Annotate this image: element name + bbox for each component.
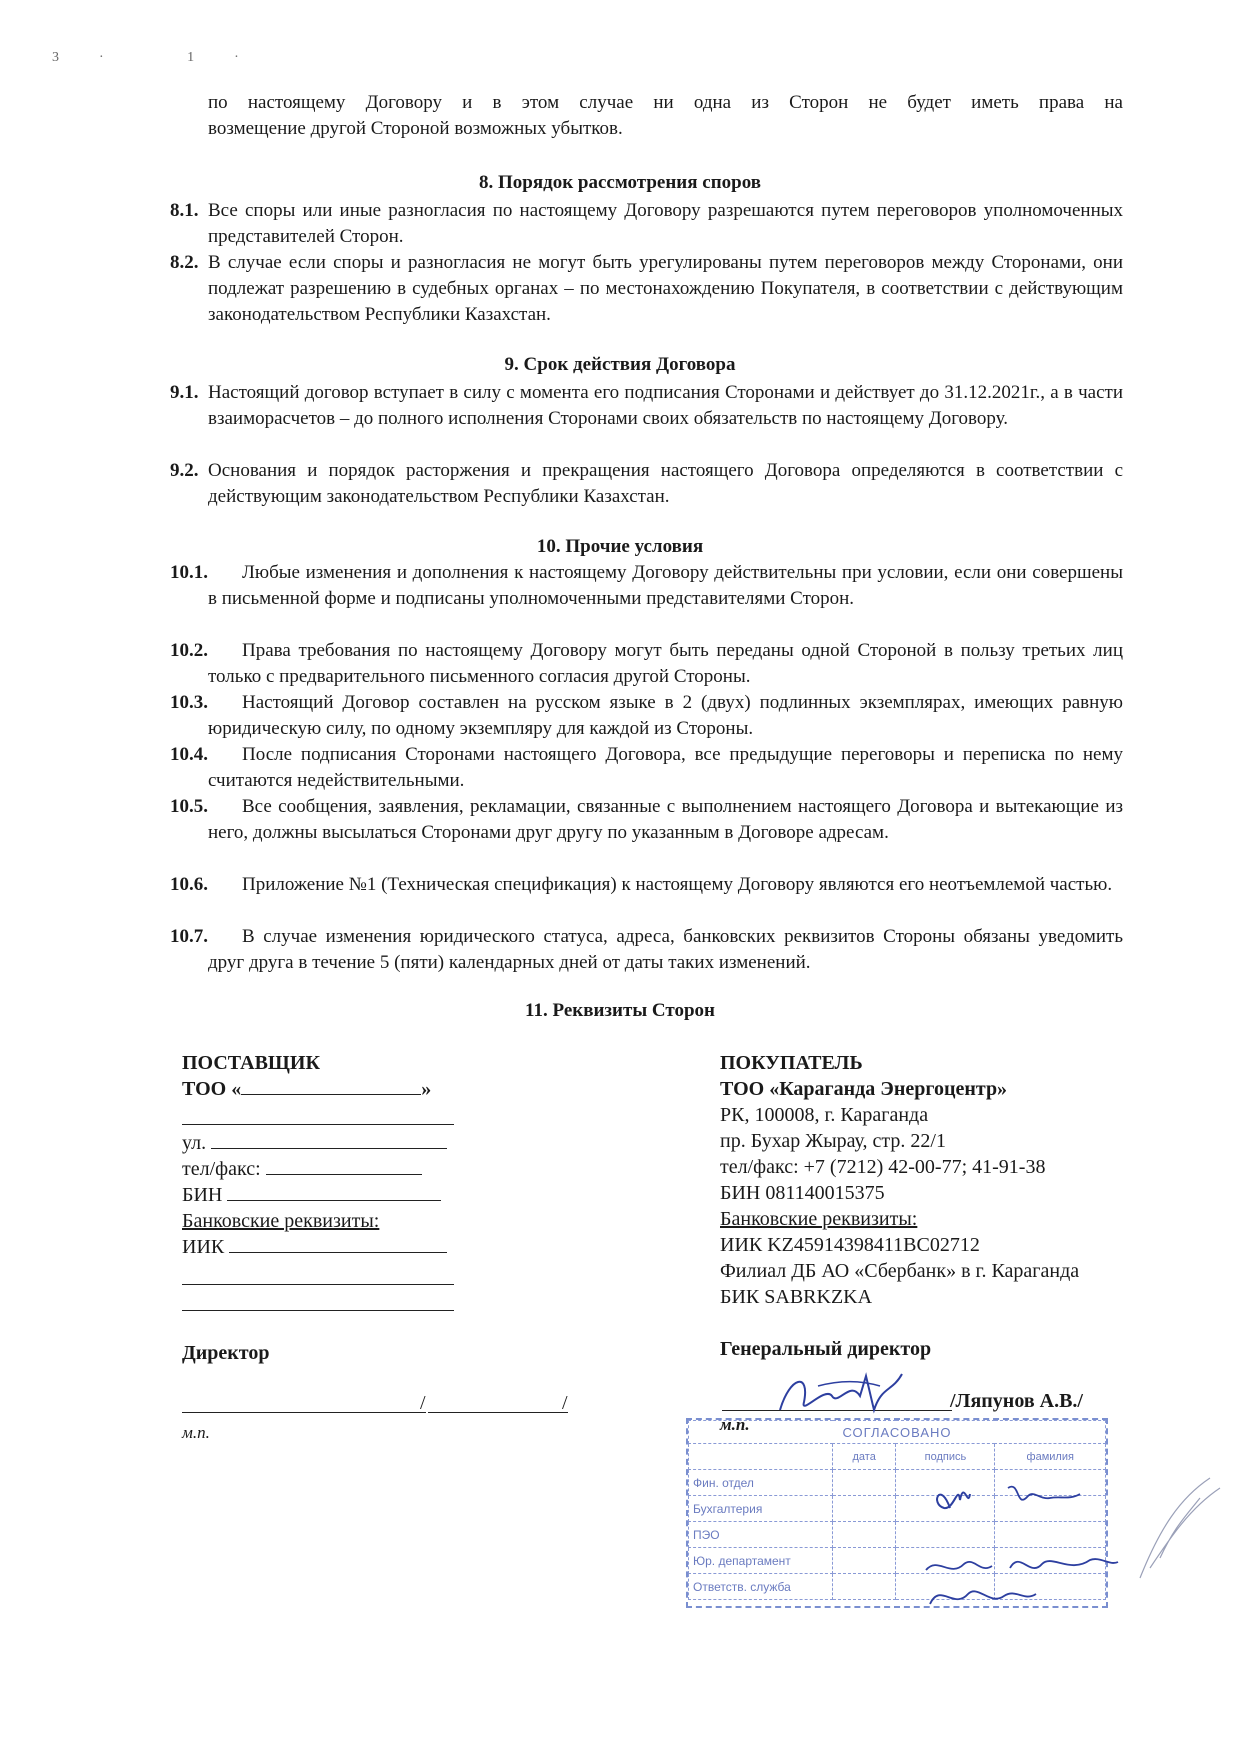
intro-line-1: по настоящему Договору и в этом случае ни одна из Сторон не будет иметь права на	[208, 92, 1123, 113]
supplier-name-slash: /	[562, 1392, 568, 1414]
stamp-cell	[833, 1548, 896, 1574]
clause-text: Основания и порядок расторжения и прекращения настоящего Договора определяются в соответствии с действующим законодательством Республики Казахстан.	[208, 460, 1123, 507]
buyer-bik: БИК SABRKZKA	[720, 1286, 873, 1308]
buyer-branch: Филиал ДБ АО «Сбербанк» в г. Караганда	[720, 1260, 1080, 1282]
supplier-position: Директор	[182, 1342, 270, 1364]
intro-line-2: возмещение другой Стороной возможных убытков.	[208, 118, 623, 139]
supplier-iik-row	[182, 1234, 482, 1260]
supplier-blank-line	[182, 1284, 454, 1285]
clause-text: Права требования по настоящему Договору могут быть переданы одной Стороной в пользу третьих лиц только с предварительного письменного согласия другой Стороны.	[208, 640, 1123, 687]
clause-text: В случае изменения юридического статуса, адреса, банковских реквизитов Стороны обязаны уведомить друг друга в течение 5 (пяти) календарных дней от даты таких изменений.	[208, 926, 1123, 973]
clause-number: 10.3.	[170, 692, 208, 713]
clause-10-2	[170, 638, 1123, 690]
clause-text: Все сообщения, заявления, рекламации, связанные с выполнением настоящего Договора и вытекающие из него, должны высылаться Сторонами друг другу по указанным в Договоре адресам.	[208, 796, 1123, 843]
supplier-bin-row	[182, 1182, 482, 1208]
supplier-seal-mark: м.п.	[182, 1423, 210, 1442]
clause-8-2	[170, 250, 1123, 328]
supplier-too-prefix: ТОО «	[182, 1078, 242, 1100]
director-signature	[770, 1366, 930, 1422]
supplier-bin-label: БИН	[182, 1184, 223, 1206]
buyer-block	[720, 1050, 1140, 1310]
buyer-bin: БИН 081140015375	[720, 1182, 885, 1204]
clause-9-1	[170, 380, 1123, 432]
section-11-title: 11. Реквизиты Сторон	[525, 1000, 715, 1021]
supplier-signature-slash: /	[420, 1392, 426, 1414]
clause-text: В случае если споры и разногласия не могут быть урегулированы путем переговоров между Сторонами, они подлежат разрешению в судебных органах – по местонахождению Покупателя, в соответствии с действующим законодательством Республики Казахстан.	[208, 252, 1123, 325]
clause-number: 10.6.	[170, 874, 208, 895]
supplier-details	[182, 1130, 482, 1260]
supplier-phone-row	[182, 1156, 482, 1182]
stamp-row-finance: Фин. отдел	[689, 1470, 833, 1496]
clause-text: Приложение №1 (Техническая спецификация) к настоящему Договору являются его неотъемлемой частью.	[242, 874, 1113, 895]
supplier-street-label: ул.	[182, 1132, 207, 1154]
supplier-name-blank	[241, 1076, 421, 1095]
clause-number: 8.1.	[170, 200, 199, 221]
supplier-signature-line	[182, 1412, 426, 1413]
supplier-name-line	[428, 1412, 568, 1413]
clause-text: Любые изменения и дополнения к настоящему Договору действительны при условии, если они совершены в письменной форме и подписаны уполномоченными представителями Сторон.	[208, 562, 1123, 609]
clause-number: 10.7.	[170, 926, 208, 947]
supplier-phone-blank	[266, 1156, 422, 1175]
stamp-col-date: дата	[833, 1444, 896, 1470]
supplier-street-blank	[211, 1130, 447, 1149]
supplier-iik-blank	[229, 1234, 447, 1253]
clause-text: После подписания Сторонами настоящего Договора, все предыдущие переговоры и переписка по нему считаются недействительными.	[208, 744, 1123, 791]
buyer-seal-mark: м.п.	[720, 1415, 750, 1434]
clause-10-7	[170, 924, 1123, 976]
stamp-handwritten-signatures	[920, 1470, 1120, 1620]
stamp-row-peo: ПЭО	[689, 1522, 833, 1548]
clause-text: Настоящий Договор составлен на русском языке в 2 (двух) подлинных экземплярах, имеющих равную юридическую силу, по одному экземпляру для каждой из Стороны.	[208, 692, 1123, 739]
buyer-position: Генеральный директор	[720, 1338, 932, 1360]
clause-10-3	[170, 690, 1123, 742]
buyer-heading: ПОКУПАТЕЛЬ	[720, 1052, 863, 1074]
buyer-company: ТОО «Караганда Энергоцентр»	[720, 1078, 1008, 1100]
stamp-row-accounting: Бухгалтерия	[689, 1496, 833, 1522]
buyer-address-1: РК, 100008, г. Караганда	[720, 1104, 929, 1126]
clause-10-4	[170, 742, 1123, 794]
stamp-col-signature: подпись	[896, 1444, 995, 1470]
stamp-title: СОГЛАСОВАНО	[689, 1421, 1106, 1444]
stamp-cell	[833, 1470, 896, 1496]
margin-signature	[1120, 1468, 1230, 1588]
clause-10-1	[170, 560, 1123, 612]
stamp-header-blank	[689, 1444, 833, 1470]
clause-10-5	[170, 794, 1123, 846]
supplier-phone-label: тел/факс:	[182, 1158, 261, 1180]
stamp-cell	[833, 1522, 896, 1548]
clause-8-1	[170, 198, 1123, 250]
section-10-title: 10. Прочие условия	[536, 536, 704, 557]
supplier-street-row	[182, 1130, 482, 1156]
clause-text: Настоящий договор вступает в силу с момента его подписания Сторонами и действует до 31.12.2021г., а в части взаиморасчетов – до полного исполнения Сторонами своих обязательств по настоящему Договору.	[208, 382, 1123, 429]
clause-number: 10.4.	[170, 744, 208, 765]
stamp-row-responsible: Ответств. служба	[689, 1574, 833, 1600]
supplier-bank-label: Банковские реквизиты:	[182, 1210, 380, 1232]
supplier-too-suffix: »	[421, 1078, 432, 1100]
clause-text: Все споры или иные разногласия по настоящему Договору разрешаются путем переговоров уполномоченных представителей Сторон.	[208, 200, 1123, 247]
clause-number: 8.2.	[170, 252, 199, 273]
clause-10-6	[170, 872, 1123, 898]
clause-number: 9.1.	[170, 382, 199, 403]
buyer-bank-label: Банковские реквизиты:	[720, 1208, 918, 1230]
supplier-block	[182, 1050, 482, 1102]
supplier-heading: ПОСТАВЩИК	[182, 1052, 320, 1074]
supplier-company-line	[182, 1076, 482, 1102]
buyer-address-2: пр. Бухар Жырау, стр. 22/1	[720, 1130, 946, 1152]
buyer-signer: /Ляпунов А.В./	[950, 1390, 1083, 1412]
buyer-iik: ИИК KZ45914398411BC02712	[720, 1234, 980, 1256]
clause-number: 9.2.	[170, 460, 199, 481]
stamp-cell	[833, 1496, 896, 1522]
supplier-blank-line	[182, 1124, 454, 1125]
supplier-bin-blank	[227, 1182, 441, 1201]
intro-paragraph	[208, 90, 1123, 142]
stamp-cell	[833, 1574, 896, 1600]
stamp-col-surname: фамилия	[995, 1444, 1106, 1470]
clause-number: 10.5.	[170, 796, 208, 817]
stamp-row-legal: Юр. департамент	[689, 1548, 833, 1574]
section-8-title: 8. Порядок рассмотрения споров	[478, 172, 762, 193]
supplier-blank-line	[182, 1310, 454, 1311]
buyer-phone: тел/факс: +7 (7212) 42-00-77; 41-91-38	[720, 1156, 1046, 1178]
clause-9-2	[170, 458, 1123, 510]
scan-corner-marks: 3· 1·	[52, 50, 279, 65]
clause-number: 10.2.	[170, 640, 208, 661]
clause-number: 10.1.	[170, 562, 208, 583]
supplier-iik-label: ИИК	[182, 1236, 225, 1258]
section-9-title: 9. Срок действия Договора	[504, 354, 736, 375]
